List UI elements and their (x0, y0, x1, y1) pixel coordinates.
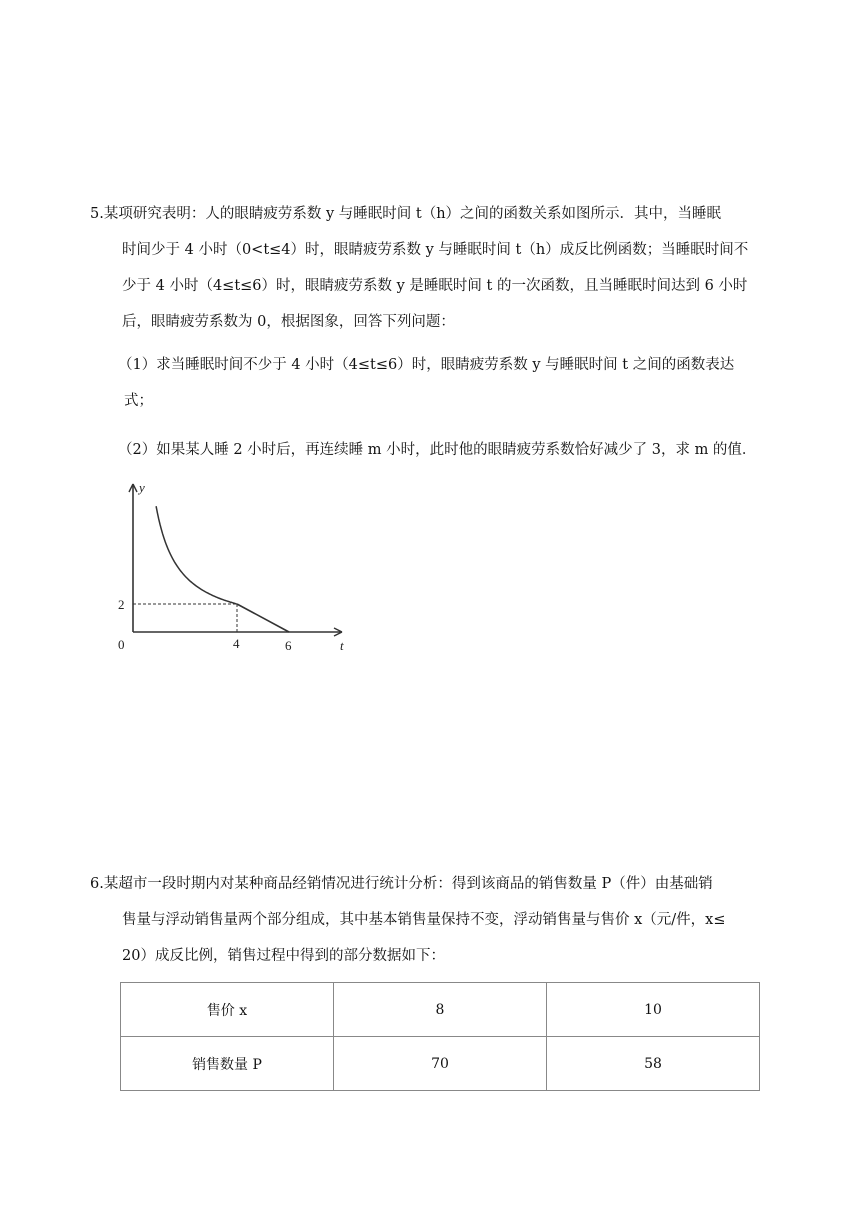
question-5 (90, 196, 764, 340)
fatigue-graph (110, 478, 350, 653)
table-cell: 售价 x (121, 983, 334, 1037)
question-5-line-4: 后，眼睛疲劳系数为 0，根据图象，回答下列问题： (122, 314, 455, 330)
origin-label: 0 (118, 637, 125, 652)
question-6-line-3: 20）成反比例，销售过程中得到的部分数据如下： (122, 948, 445, 964)
question-6 (90, 866, 764, 974)
series-2-line (237, 604, 289, 632)
table-cell: 58 (547, 1037, 760, 1091)
y-axis-label: y (139, 480, 145, 495)
table-row (121, 1037, 760, 1091)
table-row (121, 983, 760, 1037)
x-tick-label: 4 (233, 636, 240, 651)
table-cell: 10 (547, 983, 760, 1037)
question-6-line-2: 售量与浮动销售量两个部分组成，其中基本销售量保持不变，浮动销售量与售价 x（元/件，x≤ (122, 912, 726, 928)
question-5-part-2 (118, 432, 768, 468)
question-5-part-1 (118, 347, 768, 419)
question-number: 6. (90, 876, 104, 892)
table-cell: 8 (334, 983, 547, 1037)
question-5-line-1: 5.某项研究表明：人的眼睛疲劳系数 y 与睡眠时间 t（h）之间的函数关系如图所示．其中，当睡眠 (90, 206, 722, 222)
question-5-line-2: 时间少于 4 小时（0<t≤4）时，眼睛疲劳系数 y 与睡眠时间 t（h）成反比例函数；当睡眠时间不 (122, 242, 749, 258)
x-axis-label: t (340, 638, 344, 653)
question-5-line-3: 少于 4 小时（4≤t≤6）时，眼睛疲劳系数 y 是睡眠时间 t 的一次函数，且当睡眠时间达到 6 小时 (122, 278, 748, 294)
x-tick-label: 6 (285, 638, 292, 653)
part-1-line-2: 式； (124, 393, 153, 409)
table-cell: 70 (334, 1037, 547, 1091)
series-1-curve (156, 506, 237, 604)
question-number: 5. (90, 206, 104, 222)
table-cell: 销售数量 P (121, 1037, 334, 1091)
data-table (120, 982, 760, 1091)
part-2-text: （2）如果某人睡 2 小时后，再连续睡 m 小时，此时他的眼睛疲劳系数恰好减少了 3，求 m 的值． (118, 442, 757, 458)
y-tick-label: 2 (118, 597, 125, 612)
question-6-line-1: 6.某超市一段时期内对某种商品经销情况进行统计分析：得到该商品的销售数量 P（件）由基础销 (90, 876, 713, 892)
part-1-line-1: （1）求当睡眠时间不少于 4 小时（4≤t≤6）时，眼睛疲劳系数 y 与睡眠时间 t 之间的函数表达 (118, 357, 735, 373)
